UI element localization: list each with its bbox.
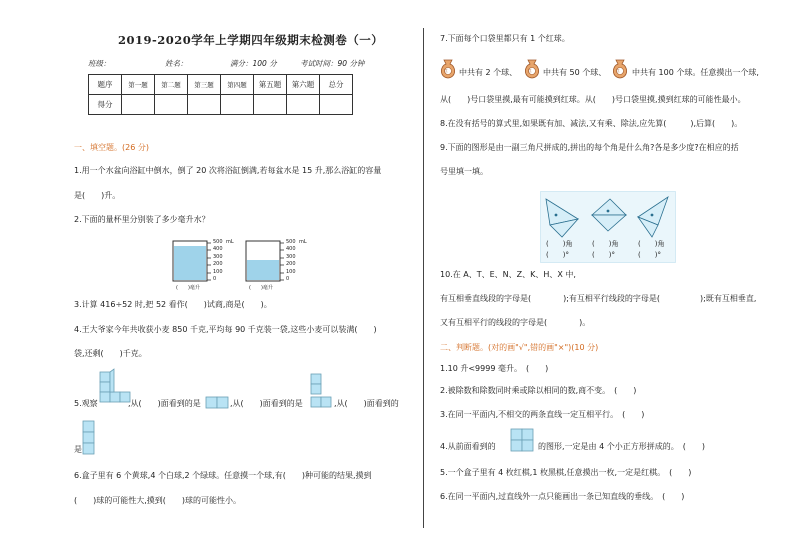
cube-stack-figure	[96, 370, 132, 410]
bag-3-text: 中共有 100 个球。任意摸出一个球,	[632, 68, 759, 77]
question-2: 2.下面的量杯里分别装了多少毫升水？	[74, 215, 210, 224]
angle-2-type[interactable]: ( )角	[592, 240, 619, 248]
score-input-cell[interactable]	[287, 95, 320, 115]
question-5-text-c: ,从( )面看到的是	[230, 399, 303, 408]
view-column	[82, 420, 96, 454]
question-5-text-e: 是	[74, 445, 82, 454]
cup-2-scale: 500 400 300 200 100 0	[286, 239, 296, 283]
cup-2-unit: mL	[299, 239, 307, 245]
score-input-cell[interactable]	[188, 95, 221, 115]
question-7-line-2: 从( )号口袋里摸,最有可能摸到红球。从( )号口袋里摸,摸到红球的可能性最小。	[440, 95, 746, 104]
cup-2-water	[247, 260, 279, 280]
angle-2-degree[interactable]: ( )°	[592, 251, 615, 259]
page-title: 2019-2020学年上学期四年级期末检测卷（一）	[118, 33, 384, 47]
judge-2: 2.被除数和除数同时乘或除以相同的数,商不变。 ( )	[440, 386, 637, 395]
score-cell: 总分	[320, 75, 353, 95]
question-4-line-2: 袋,还剩( )千克。	[74, 349, 147, 358]
score-cell: 题序	[89, 75, 122, 95]
score-cell: 第四题	[221, 75, 254, 95]
question-4-line-1: 4.王大爷家今年共收获小麦 850 千克,平均每 90 千克装一袋,这些小麦可以装满( )	[74, 325, 377, 334]
cup-1-scale: 500 400 300 200 100 0	[213, 239, 223, 283]
score-cell: 第一题	[122, 75, 155, 95]
bag-2-label: 红	[528, 68, 532, 73]
bag-1-icon	[438, 58, 458, 80]
bag-1-text: 中共有 2 个球、	[459, 68, 518, 77]
bag-3-label: 红	[616, 68, 620, 73]
question-3: 3.计算 416÷52 时,把 52 看作( )试商,商是( )。	[74, 300, 272, 309]
view-l-shape	[310, 372, 336, 412]
score-input-cell[interactable]	[155, 95, 188, 115]
view-two-squares	[206, 396, 230, 408]
question-5-label: 5.观察	[74, 399, 98, 408]
question-10-line-2: 有互相垂直线段的字母是( );有互相平行线段的字母是( );既有互相垂直,	[440, 294, 757, 303]
section-true-false: 二、判断题。(对的画"√",错的画"×")(10 分)	[440, 343, 599, 352]
judge-1: 1.10 升<9999 毫升。 ( )	[440, 364, 549, 373]
question-6-line-2: ( )球的可能性大,摸到( )球的可能性小。	[74, 496, 242, 505]
judge-6: 6.在同一平面内,过直线外一点只能画出一条已知直线的垂线。 ( )	[440, 492, 685, 501]
score-input-cell[interactable]	[320, 95, 353, 115]
bag-1-label: 红	[444, 68, 448, 73]
judge-3: 3.在同一平面内,不相交的两条直线一定互相平行。 ( )	[440, 410, 645, 419]
angle-3-type[interactable]: ( )角	[638, 240, 665, 248]
question-6-line-1: 6.盒子里有 6 个黄球,4 个白球,2 个绿球。任意摸一个球,有( )种可能的结果,摸到	[74, 471, 372, 480]
question-5-text-b: ,从( )面看到的是	[128, 399, 201, 408]
question-1-line-1: 1.用一个水盆向浴缸中倒水，倒了 20 次将浴缸倒满,若每盆水是 15 升,那么浴缸的容量	[74, 166, 382, 175]
question-9-line-2: 号里填一填。	[440, 167, 488, 176]
bag-2-icon	[522, 58, 542, 80]
column-divider	[423, 28, 424, 528]
judge-5: 5.一个盒子里有 4 枚红棋,1 枚黑棋,任意摸出一枚,一定是红棋。 ( )	[440, 468, 692, 477]
score-cell: 第三题	[188, 75, 221, 95]
question-8: 8.在没有括号的算式里,如果既有加、减法,又有乘、除法,应先算( ),后算( )。	[440, 119, 743, 128]
question-5-text-d: ,从( )面看到的	[334, 399, 399, 408]
cup-2-answer[interactable]: ( )毫升	[249, 285, 273, 291]
score-input-cell[interactable]	[254, 95, 287, 115]
question-1-line-2: 是( )升。	[74, 191, 121, 200]
angle-1-degree[interactable]: ( )°	[546, 251, 569, 259]
score-cell: 第六题	[287, 75, 320, 95]
judge-4-text: 的图形,一定是由 4 个小正方形拼成的。 ( )	[538, 442, 705, 451]
angle-1-type[interactable]: ( )角	[546, 240, 573, 248]
score-cell: 第五题	[254, 75, 287, 95]
question-10-line-1: 10.在 A、T、E、N、Z、K、H、X 中,	[440, 270, 576, 279]
cup-1-answer[interactable]: ( )毫升	[176, 285, 200, 291]
full-score-label: 满分：100 分	[230, 59, 277, 68]
question-7: 7.下面每个口袋里都只有 1 个红球。	[440, 34, 570, 43]
score-table-header-row	[89, 75, 353, 95]
section-fill-blank: 一、填空题。(26 分)	[74, 143, 149, 152]
angle-3-degree[interactable]: ( )°	[638, 251, 661, 259]
bag-3-icon	[610, 58, 630, 80]
question-10-line-3: 又有互相平行的线段的字母是( )。	[440, 318, 591, 327]
judge-4-label: 4.从前面看到的	[440, 442, 496, 451]
cup-1-unit: mL	[226, 239, 234, 245]
four-squares-figure	[510, 428, 536, 454]
class-label: 班级：	[88, 59, 111, 68]
score-table-score-row	[89, 95, 353, 115]
name-label: 姓名：	[165, 59, 188, 68]
exam-time-label: 考试时间：90 分钟	[300, 59, 365, 68]
cup-1-water	[174, 246, 206, 280]
score-table	[88, 74, 353, 115]
bag-2-text: 中共有 50 个球、	[543, 68, 607, 77]
score-cell: 第二题	[155, 75, 188, 95]
score-input-cell[interactable]	[221, 95, 254, 115]
score-cell: 得分	[89, 95, 122, 115]
question-9-line-1: 9.下面的图形是由一副三角尺拼成的,拼出的每个角是什么角?各是多少度?在相应的括	[440, 143, 739, 152]
score-input-cell[interactable]	[122, 95, 155, 115]
